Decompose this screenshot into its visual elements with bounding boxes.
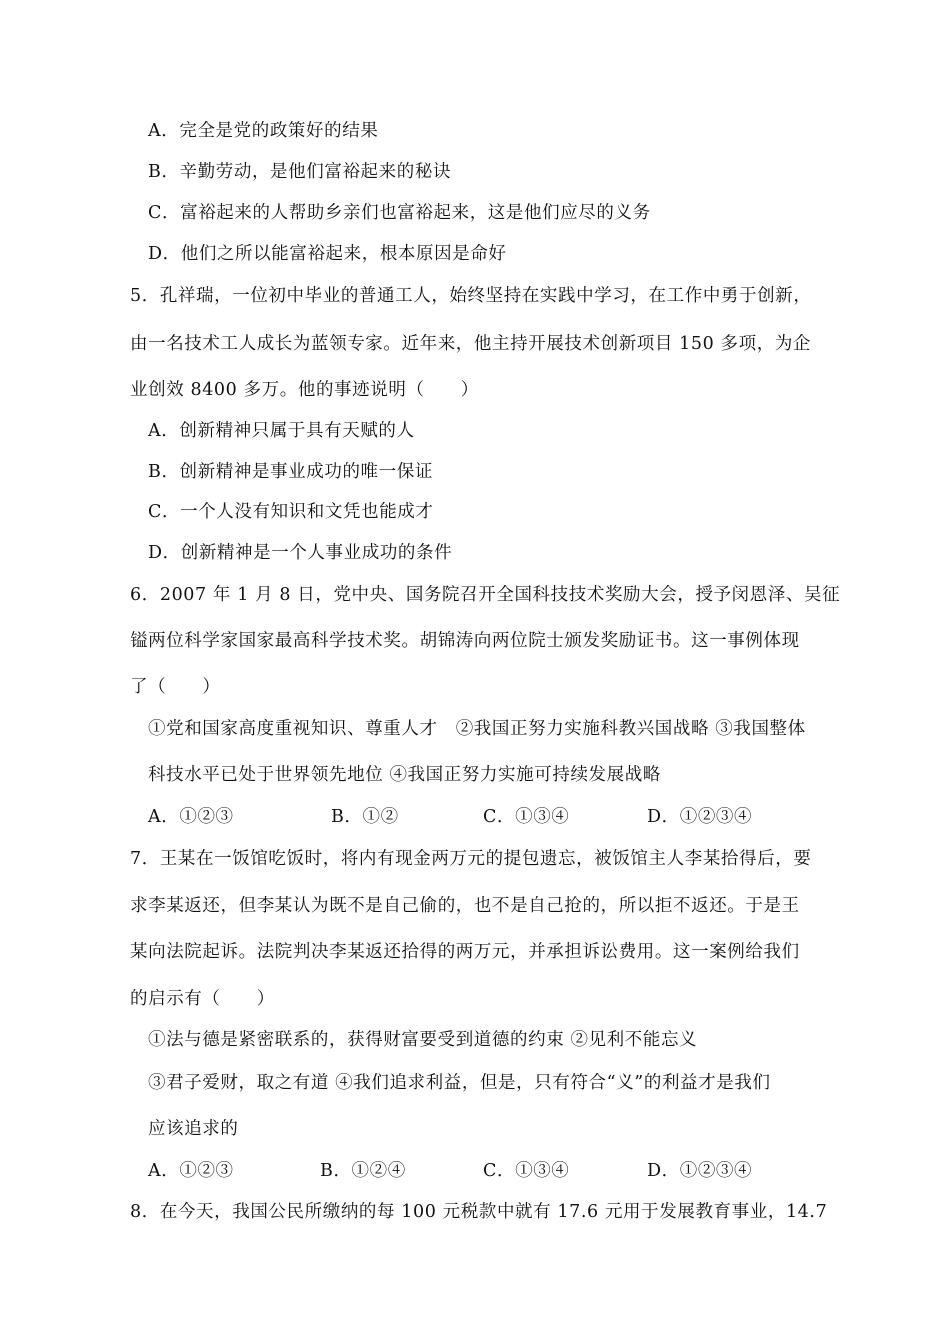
q7-statements-line-3: 应该追求的 [148, 1119, 239, 1139]
q5-option-d: D．创新精神是一个人事业成功的条件 [148, 543, 453, 563]
q4-option-a: A．完全是党的政策好的结果 [148, 121, 379, 141]
q7-statements-line-2: ③君子爱财，取之有道 ④我们追求利益，但是，只有符合“义”的利益才是我们 [148, 1073, 771, 1093]
q7-choice-b: B．①②④ [320, 1161, 406, 1181]
q7-stem-line-2: 求李某返还，但李某认为既不是自己偷的，也不是自己抢的，所以拒不返还。于是王 [130, 896, 800, 916]
q7-stem-line-1: 7．王某在一饭馆吃饭时，将内有现金两万元的提包遗忘，被饭馆主人李某拾得后，要 [130, 849, 812, 869]
q7-statements-line-1: ①法与德是紧密联系的，获得财富要受到道德的约束 ②见利不能忘义 [148, 1030, 698, 1050]
q6-stem-line-1: 6．2007 年 1 月 8 日，党中央、国务院召开全国科技技术奖励大会，授予闵恩泽、吴征 [130, 585, 841, 605]
q6-stem-line-3: 了（ ） [130, 677, 221, 697]
q8-stem-line-1: 8．在今天，我国公民所缴纳的每 100 元税款中就有 17.6 元用于发展教育事业，14.7 [130, 1202, 828, 1222]
q4-option-d: D．他们之所以能富裕起来，根本原因是命好 [148, 244, 507, 264]
q5-option-a: A．创新精神只属于具有天赋的人 [148, 421, 415, 441]
q5-stem-line-2: 由一名技术工人成长为蓝领专家。近年来，他主持开展技术创新项目 150 多项，为企 [130, 334, 812, 354]
q7-choice-c: C．①③④ [483, 1161, 570, 1181]
q5-stem-line-3: 业创效 8400 多万。他的事迹说明（ ） [130, 380, 479, 400]
q5-option-b: B．创新精神是事业成功的唯一保证 [148, 462, 433, 482]
q7-choice-d: D．①②③④ [647, 1161, 753, 1181]
q7-stem-line-4: 的启示有（ ） [130, 989, 275, 1009]
q5-option-c: C．一个人没有知识和文凭也能成才 [148, 502, 434, 522]
q6-choice-c: C．①③④ [483, 807, 570, 827]
q6-statements-line-2: 科技水平已处于世界领先地位 ④我国正努力实施可持续发展战略 [148, 765, 661, 785]
q7-choice-a: A．①②③ [148, 1161, 234, 1181]
q6-stem-line-2: 镒两位科学家国家最高科学技术奖。胡锦涛向两位院士颁发奖励证书。这一事例体现 [130, 631, 800, 651]
q5-stem-line-1: 5．孔祥瑞，一位初中毕业的普通工人，始终坚持在实践中学习，在工作中勇于创新， [130, 286, 812, 306]
q6-choice-d: D．①②③④ [647, 807, 753, 827]
q6-choice-b: B．①② [331, 807, 399, 827]
q4-option-c: C．富裕起来的人帮助乡亲们也富裕起来，这是他们应尽的义务 [148, 203, 651, 223]
q4-option-b: B．辛勤劳动，是他们富裕起来的秘诀 [148, 162, 452, 182]
q6-choice-a: A．①②③ [148, 807, 234, 827]
q6-statements-line-1: ①党和国家高度重视知识、尊重人才 ②我国正努力实施科教兴国战略 ③我国整体 [148, 719, 806, 739]
q7-stem-line-3: 某向法院起诉。法院判决李某返还拾得的两万元，并承担诉讼费用。这一案例给我们 [130, 942, 800, 962]
